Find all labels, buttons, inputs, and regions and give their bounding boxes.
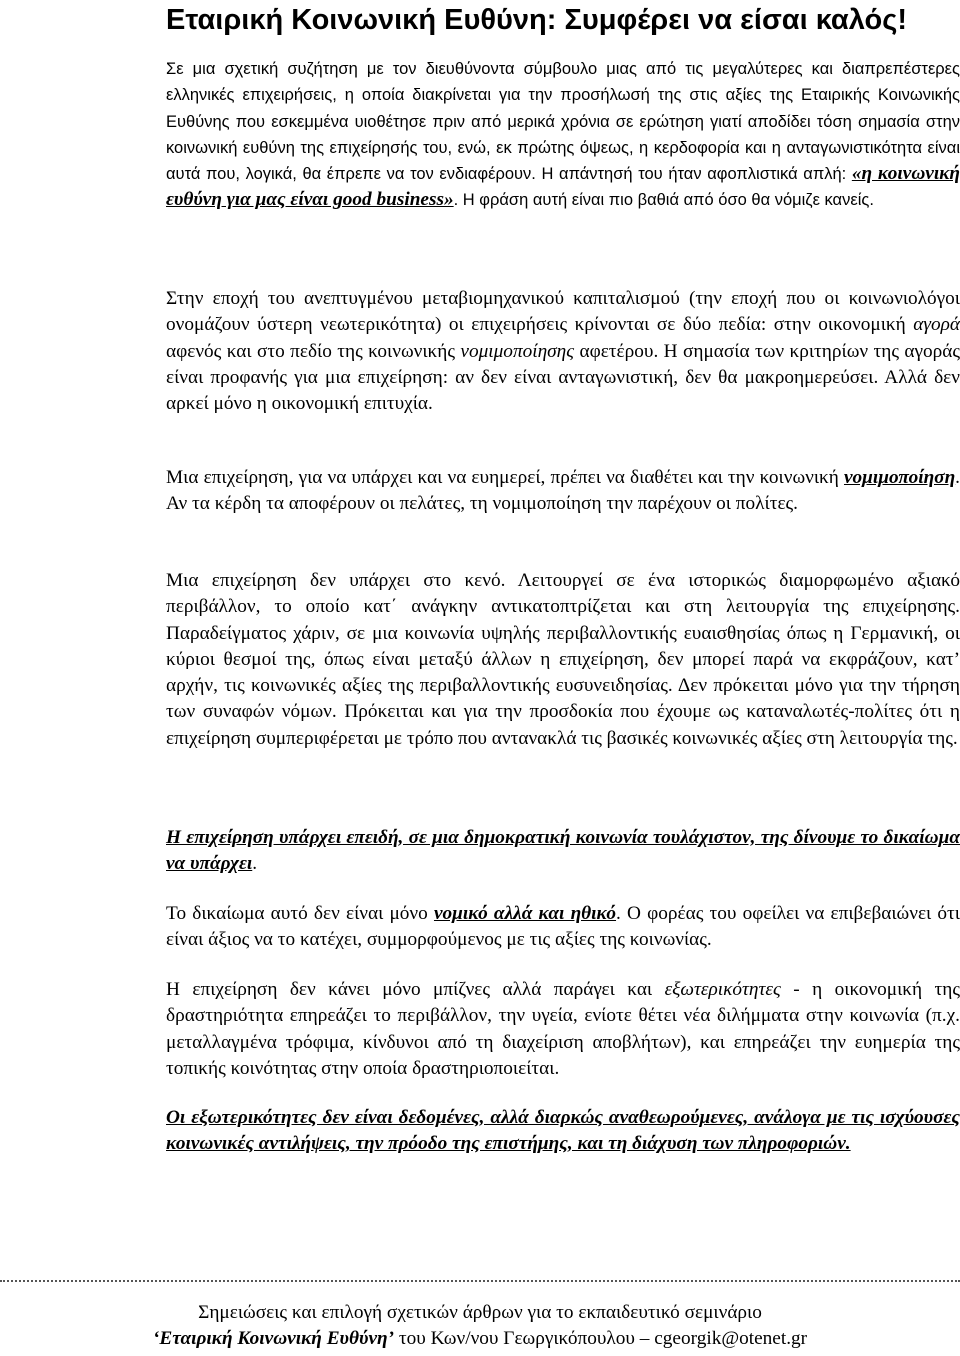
paragraph-2: [166, 286, 960, 417]
footer-seminar-title: ‘Εταιρική Κοινωνική Ευθύνη’: [152, 1328, 395, 1349]
footer-email-link[interactable]: cgeorgik@otenet.gr: [654, 1328, 808, 1349]
paragraph-5-emphasis: Η επιχείρηση υπάρχει επειδή, σε μια δημοκρατική κοινωνία τουλάχιστον, της δίνουμε το δικαίωμα να υπάρχει: [166, 827, 960, 875]
footer-author: του Κων/νου Γεωργικόπουλου –: [394, 1328, 655, 1349]
paragraph-5: [166, 825, 960, 878]
paragraph-1-text-end: . Η φράση αυτή είναι πιο βαθιά από όσο θα νόμιζε κανείς.: [453, 191, 874, 210]
paragraph-2-text-end: αφετέρου. Η σημασία των κριτηρίων της αγοράς είναι προφανής για μια επιχείρηση: αν δεν είναι ανταγωνιστική, δεν θα μακροημερεύσει. Αλλά δεν αρκεί μόνο η οικονομική επιτυχία.: [166, 340, 960, 415]
paragraph-3: [166, 465, 960, 518]
paragraph-3-text-end: . Αν τα κέρδη τα αποφέρουν οι πελάτες, τη νομιμοποίηση την παρέχουν οι πολίτες.: [166, 467, 960, 515]
paragraph-2-text-mid: αφενός και στο πεδίο της κοινωνικής: [166, 340, 461, 362]
paragraph-6-emphasis: νομικό αλλά και ηθικό: [433, 903, 617, 924]
paragraph-7-text-end: - η οικονομική της δραστηριότητα επηρεάζει το περιβάλλον, την υγεία, ενίοτε θέτει νέα διλήμματα στην κοινωνία (π.χ. μεταλλαγμένα τρόφιμα, κίνδυνοι από τη διαχείριση αποβλήτων), και επηρεάζει την ευημερία της τοπικής κοινότητας στην οποία δραστηριοποιείται.: [166, 979, 960, 1079]
paragraph-8-emphasis: Οι εξωτερικότητες δεν είναι δεδομένες, αλλά διαρκώς αναθεωρούμενες, ανάλογα με τις ισχύουσες κοινωνικές αντιλήψεις, την πρόοδο της επιστήμης, και τη διάχυση των πληροφοριών.: [166, 1107, 960, 1155]
paragraph-6: [166, 901, 960, 954]
paragraph-6-text: Το δικαίωμα αυτό δεν είναι μόνο: [166, 903, 434, 924]
paragraph-1-quote: «η κοινωνική ευθύνη για μας είναι good business»: [166, 163, 960, 211]
paragraph-2-text: Στην εποχή του ανεπτυγμένου μεταβιομηχανικού καπιταλισμού (την εποχή που οι κοινωνιολόγοι ονομάζουν ύστερη νεωτερικότητα) οι επιχειρήσεις κρίνονται σε δύο πεδία: στην οικονομική: [166, 288, 960, 336]
paragraph-7-italic: εξωτερικότητες: [664, 979, 781, 1000]
paragraph-3-text: Μια επιχείρηση, για να υπάρχει και να ευημερεί, πρέπει να διαθέτει και την κοινωνική: [166, 467, 844, 488]
paragraph-3-emphasis: νομιμοποίηση: [843, 467, 956, 488]
footer-line-1: Σημειώσεις και επιλογή σχετικών άρθρων για το εκπαιδευτικό σεμινάριο: [198, 1302, 762, 1323]
document-title: Εταιρική Κοινωνική Ευθύνη: Συμφέρει να είσαι καλός!: [166, 4, 907, 36]
paragraph-1-text: Σε μια σχετική συζήτηση με τον διευθύνοντα σύμβουλο μιας από τις μεγαλύτερες και διαπρεπέστερες ελληνικές επιχειρήσεις, η οποία διακρίνεται για την προσήλωσή της στις αξίες της Εταιρικής Κοινωνικής Ευθύνης που εσκεμμένα υιοθέτησε πριν από μερικά χρόνια σε ερώτηση γιατί αποδίδει τόση σημασία στην κοινωνική ευθύνη της επιχείρησής του, ενώ, εκ πρώτης όψεως, η κερδοφορία και η ανταγωνιστικότητα είναι αυτά που, λογικά, θα έπρεπε να τον ενδιαφέρουν. Η απάντησή του ήταν αφοπλιστικά απλή:: [166, 60, 960, 184]
paragraph-7-text: Η επιχείρηση δεν κάνει μόνο μπίζνες αλλά παράγει και: [166, 979, 665, 1000]
paragraph-6-text-end: . Ο φορέας του οφείλει να επιβεβαιώνει ότι είναι άξιος να το κατέχει, συμμορφούμενος με τις αξίες της κοινωνίας.: [166, 903, 960, 951]
paragraph-2-italic-market: αγορά: [913, 314, 960, 336]
paragraph-8: [166, 1105, 960, 1158]
paragraph-4: Μια επιχείρηση δεν υπάρχει στο κενό. Λειτουργεί σε ένα ιστορικώς διαμορφωμένο αξιακό περιβάλλον, το οποίο κατ΄ ανάγκην αντικατοπτρίζεται και στη λειτουργία της επιχείρησης. Παραδείγματος χάριν, σε μια κοινωνία υψηλής περιβαλλοντικής ευαισθησίας όπως η Γερμανική, οι κύριοι θεσμοί της, όπως είναι μεταξύ άλλων η επιχείρηση, δεν μπορεί παρά να εκφράζουν, κατ’ αρχήν, τις κοινωνικές αξίες της περιβαλλοντικής ευσυνειδησίας. Δεν πρόκειται μόνο για την τήρηση των συναφών νόμων. Πρόκειται και για την προσδοκία που έχουμε ως καταναλωτές-πολίτες ότι η επιχείρηση συμπεριφέρεται με τρόπο που αντανακλά τις βασικές κοινωνικές αξίες στη λειτουργία της.: [166, 570, 960, 749]
footer-line-2: [0, 1326, 960, 1352]
paragraph-2-italic-legitimation: νομιμοποίησης: [460, 340, 575, 362]
paragraph-1: [166, 56, 960, 214]
paragraph-5-text-end: .: [252, 853, 258, 875]
footer-divider: [0, 1280, 960, 1282]
paragraph-7: [166, 977, 960, 1082]
